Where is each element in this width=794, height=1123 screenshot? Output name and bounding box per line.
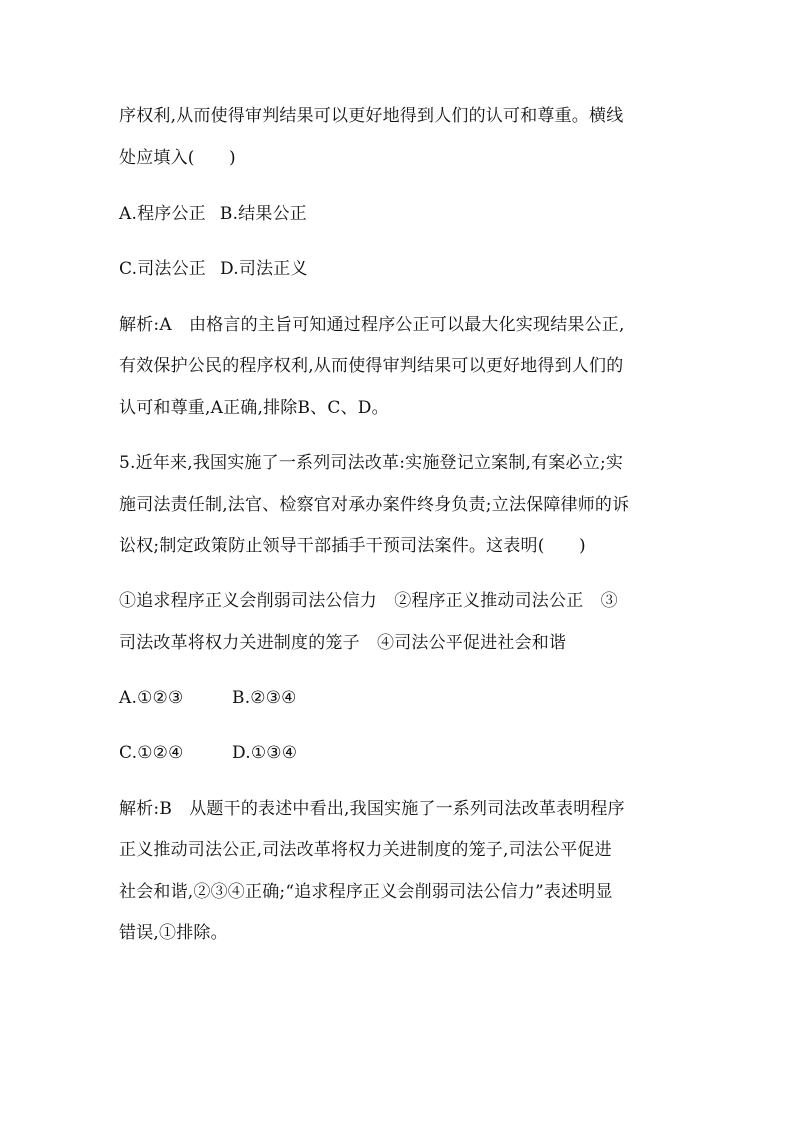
q4-options-row-2: [119, 257, 679, 281]
q4-option-d: D.司法正义: [220, 259, 308, 279]
q4-stem-line-1: 序权利,从而使得审判结果可以更好地得到人们的认可和尊重。横线: [119, 106, 624, 126]
q4-option-a: A.程序公正: [119, 204, 206, 224]
q4-analysis-line-1: 解析:A 由格言的主旨可知通过程序公正可以最大化实现结果公正,: [119, 315, 625, 335]
q4-options-row-1: [119, 202, 679, 226]
q5-options-row-1: [119, 686, 679, 710]
q5-option-c: C.①②④: [119, 743, 184, 763]
q4-analysis-line-2: 有效保护公民的程序权利,从而使得审判结果可以更好地得到人们的: [119, 356, 624, 376]
q5-analysis-line-1: 解析:B 从题干的表述中看出,我国实施了一系列司法改革表明程序: [119, 799, 625, 819]
q5-analysis-line-3: 社会和谐,②③④正确;“追求程序正义会削弱司法公信力”表述明显: [119, 882, 613, 902]
q5-options-row-2: [119, 741, 679, 765]
q5-stem-line-1: 5.近年来,我国实施了一系列司法改革:实施登记立案制,有案必立;实: [119, 453, 624, 473]
q5-statements-line-2: 司法改革将权力关进制度的笼子 ④司法公平促进社会和谐: [119, 633, 567, 653]
q5-analysis-line-2: 正义推动司法公正,司法改革将权力关进制度的笼子,司法公平促进: [119, 840, 612, 860]
q4-analysis-line-3: 认可和尊重,A正确,排除B、C、D。: [119, 398, 389, 418]
q4-option-b: B.结果公正: [219, 204, 307, 224]
q5-option-b: B.②③④: [232, 688, 297, 708]
q5-option-a: A.①②③: [119, 688, 184, 708]
q5-analysis-line-4: 错误,①排除。: [119, 923, 228, 943]
q4-stem-line-2: 处应填入( ): [119, 148, 236, 168]
q5-stem-line-3: 讼权;制定政策防止领导干部插手干预司法案件。这表明( ): [119, 536, 586, 556]
q5-stem-line-2: 施司法责任制,法官、检察官对承办案件终身负责;立法保障律师的诉: [119, 495, 630, 515]
q4-option-c: C.司法公正: [119, 259, 207, 279]
q5-statements-line-1: ①追求程序正义会削弱司法公信力 ②程序正义推动司法公正 ③: [119, 591, 618, 611]
q5-option-d: D.①③④: [232, 743, 298, 763]
